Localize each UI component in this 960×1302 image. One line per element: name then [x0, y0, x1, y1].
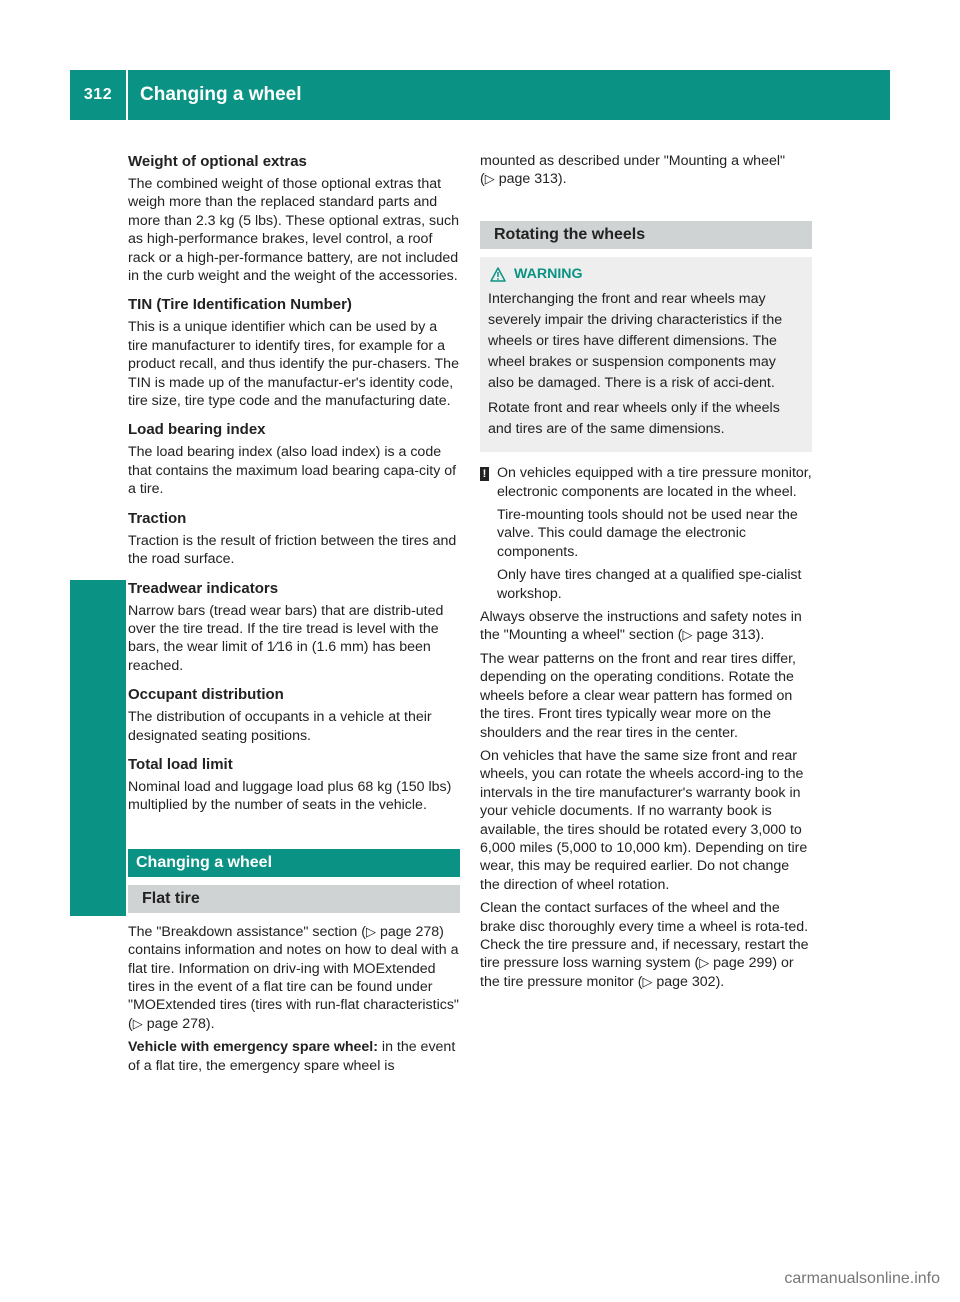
text-part: Clean the contact surfaces of the wheel and the brake disc thoroughly every time a wheel is rota-ted. Check the tire pressure and, if necessary, restart the tire pressure loss warning system (: [480, 900, 809, 972]
warning-triangle-icon: [490, 267, 506, 282]
text-emergency-spare: [128, 1038, 460, 1075]
heading-load-index: Load bearing index: [128, 421, 266, 439]
page-header: [70, 70, 890, 120]
section-bar-changing-wheel: Changing a wheel: [128, 849, 460, 877]
text-observe: [480, 608, 812, 645]
treadwear-text-part: in (1.6 mm) has been reached.: [128, 639, 431, 674]
page-ref-arrow-icon: ▷: [699, 955, 710, 971]
subsection-bar-flat-tire: Flat tire: [128, 885, 460, 913]
warning-text: Rotate front and rear wheels only if the wheels and tires are of the same dimensions.: [488, 400, 780, 438]
bold-lead: Vehicle with emergency spare wheel:: [128, 1039, 378, 1056]
page-ref-arrow-icon: ▷: [642, 973, 653, 989]
text-part: in the event of a flat tire, the emergency spare wheel is: [128, 1039, 456, 1074]
subsection-bar-rotating-wheels: Rotating the wheels: [480, 221, 812, 249]
text-part: ) contains information and notes on how to deal with a flat tire. Information on driv-ing with MOExtended tires in the event of a flat tire can be found under "MOExtended tires (tires with run-flat characteristics" (: [128, 923, 459, 1032]
warning-box: [480, 257, 812, 452]
text-part: Always observe the instructions and safety notes in the "Mounting a wheel" section (: [480, 609, 802, 644]
note-text: Only have tires changed at a qualified spe-cialist workshop.: [497, 567, 802, 602]
heading-treadwear: Treadwear indicators: [128, 579, 279, 597]
note-text: Tire-mounting tools should not be used near the valve. This could damage the electronic components.: [497, 507, 798, 560]
text-continued: [480, 152, 812, 189]
page-ref-arrow-icon: ▷: [132, 1015, 143, 1031]
text-part: The "Breakdown assistance" section (: [128, 923, 366, 940]
warning-label: WARNING: [514, 265, 583, 282]
header-title: Changing a wheel: [140, 84, 302, 105]
heading-traction: Traction: [128, 509, 187, 527]
page-ref-link[interactable]: page 299: [713, 955, 773, 972]
text-wear-patterns: The wear patterns on the front and rear tires differ, depending on the operating conditions. Rotate the wheels before a clear wear pattern has formed on the tires. Front tires typically wear more on the shoulders and the rear tires in the center.: [480, 650, 796, 741]
page-number: 312: [83, 86, 113, 103]
page-ref-link[interactable]: page 313: [696, 627, 756, 644]
right-column: [480, 152, 812, 996]
header-divider: [126, 70, 128, 120]
heading-weight-extras: Weight of optional extras: [128, 153, 307, 170]
heading-occupant: Occupant distribution: [128, 686, 284, 704]
note-block: [480, 464, 812, 603]
page-ref-arrow-icon: ▷: [365, 923, 376, 939]
text-same-size: On vehicles that have the same size front and rear wheels, you can rotate the wheels accord-ing to the intervals in the tire manufacturer's warranty book in your vehicle documents. If no warranty book is available, the tires should be rotated every 3,000 to 6,000 miles (5,000 to 10,000 km). Depending on tire wear, this may be required earlier. Do not change the direction of wheel rotation.: [480, 747, 808, 893]
text-load-index: The load bearing index (also load index) is a code that contains the maximum load bearing capa-city of a tire.: [128, 444, 457, 498]
page-ref-link[interactable]: page 278: [146, 1015, 206, 1032]
text-tin: This is a unique identifier which can be used by a tire manufacturer to identify tires, for example for a product recall, and thus identify the pur-chasers. The TIN is made up of the manufactur-er's identity code, tire size, tire type code and the manufacturing date.: [128, 319, 459, 410]
page-ref-link[interactable]: page 313: [498, 171, 558, 188]
text-part: ).: [557, 171, 567, 188]
text-total-load: Nominal load and luggage load plus 68 kg (150 lbs) multiplied by the number of seats in the vehicle.: [128, 778, 452, 814]
text-part: ).: [755, 627, 765, 644]
heading-tin: TIN (Tire Identification Number): [128, 296, 352, 314]
exclamation-icon: !: [480, 467, 489, 481]
text-part: ).: [715, 973, 725, 990]
text-traction: Traction is the result of friction between the tires and the road surface.: [128, 532, 457, 568]
page-ref-link[interactable]: page 278: [379, 923, 440, 940]
heading-total-load: Total load limit: [128, 755, 233, 773]
treadwear-fraction: 1⁄16: [266, 639, 293, 656]
text-part: ).: [205, 1015, 215, 1032]
text-weight-extras: The combined weight of those optional extras that weigh more than the replaced standard parts and more than 2.3 kg (5 lbs). These optional extras, such as high-performance brakes, level control, a roof rack or a high-per-formance battery, are not included in the curb weight and the weight of the accessories.: [128, 176, 459, 285]
text-flat-tire: [128, 923, 460, 1033]
warning-text: Interchanging the front and rear wheels may severely impair the driving characteristics if the wheels or tires have different dimensions. The wheel brakes or suspension components may also be damaged. There is a risk of acci-dent.: [488, 291, 783, 392]
page-ref-arrow-icon: ▷: [682, 627, 693, 643]
left-column: [128, 152, 460, 1080]
text-part: ) or the tire pressure monitor (: [480, 955, 794, 990]
warning-header: [488, 265, 804, 283]
side-tab-label: Wheels and tires: [86, 700, 109, 860]
page-ref-link[interactable]: page 302: [656, 973, 716, 990]
text-occupant: The distribution of occupants in a vehicle at their designated seating positions.: [128, 709, 432, 744]
treadwear-text-part: Narrow bars (tread wear bars) that are distrib-uted over the tire tread. If the tire tread is level with the bars, the wear limit of: [128, 602, 444, 656]
watermark: carmanualsonline.info: [784, 1270, 940, 1287]
page-ref-arrow-icon: ▷: [484, 171, 495, 187]
text-treadwear: [128, 602, 460, 676]
note-text: On vehicles equipped with a tire pressure monitor, electronic components are located in the wheel.: [497, 465, 812, 500]
text-part: mounted as described under "Mounting a wheel" (: [480, 153, 786, 188]
text-clean: [480, 899, 812, 991]
